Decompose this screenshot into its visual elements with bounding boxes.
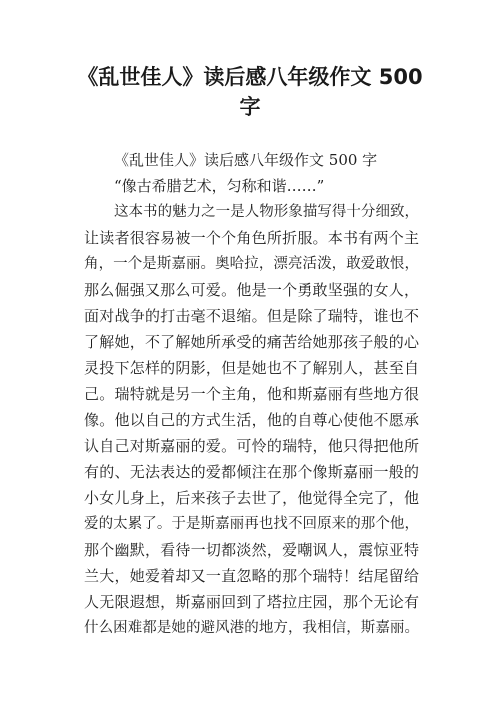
paragraph-line: 小女儿身上，后来孩子去世了，他觉得全完了，他 (84, 489, 419, 507)
paragraph-line: 角，一个是斯嘉丽。奥哈拉，漂亮活泼，敢爱敢恨， (84, 256, 419, 272)
title-line-1: 《乱世佳人》读后感八年级作文 500 (77, 65, 423, 89)
paragraph-line: 爱的太累了。于是斯嘉丽再也找不回原来的那个他， (84, 516, 419, 532)
paragraph-line: 那么倔强又那么可爱。他是一个勇敢坚强的女人， (84, 281, 419, 299)
subtitle-line: 《乱世佳人》读后感八年级作文 500 字 (114, 151, 378, 169)
paragraph-line: 了解她，不了解她所承受的痛苦给她那孩子般的心 (84, 333, 419, 351)
title-line-2: 字 (239, 95, 261, 119)
quote-line: “像古希腊艺术，匀称和谐……” (114, 177, 325, 195)
paragraph-line: 像。他以自己的方式生活，他的自尊心使他不愿承 (84, 411, 419, 429)
paragraph-line: 认自己对斯嘉丽的爱。可怜的瑞特，他只得把他所 (84, 437, 419, 455)
paragraph-line: 让读者很容易被一个个角色所折服。本书有两个主 (84, 229, 419, 247)
document-body (84, 147, 419, 641)
paragraph-line: 面对战争的打击毫不退缩。但是除了瑞特，谁也不 (84, 307, 419, 325)
document-title (40, 62, 460, 122)
paragraph-line: 有的、无法表达的爱都倾注在那个像斯嘉丽一般的 (84, 463, 419, 481)
paragraph-line: 那个幽默，看待一切都淡然，爱嘲讽人，震惊亚特 (84, 541, 419, 559)
paragraph-line: 这本书的魅力之一是人物形象描写得十分细致， (114, 204, 419, 220)
paragraph-line: 什么困难都是她的避风港的地方，我相信，斯嘉丽。 (84, 620, 419, 636)
paragraph-line: 兰大，她爱着却又一直忽略的那个瑞特！结尾留给 (84, 567, 419, 585)
paragraph-line: 己。瑞特就是另一个主角，他和斯嘉丽有些地方很 (84, 385, 419, 403)
paragraph-line: 灵投下怎样的阴影，但是她也不了解别人，甚至自 (84, 359, 419, 377)
paragraph-line: 人无限遐想，斯嘉丽回到了塔拉庄园，那个无论有 (84, 593, 419, 611)
